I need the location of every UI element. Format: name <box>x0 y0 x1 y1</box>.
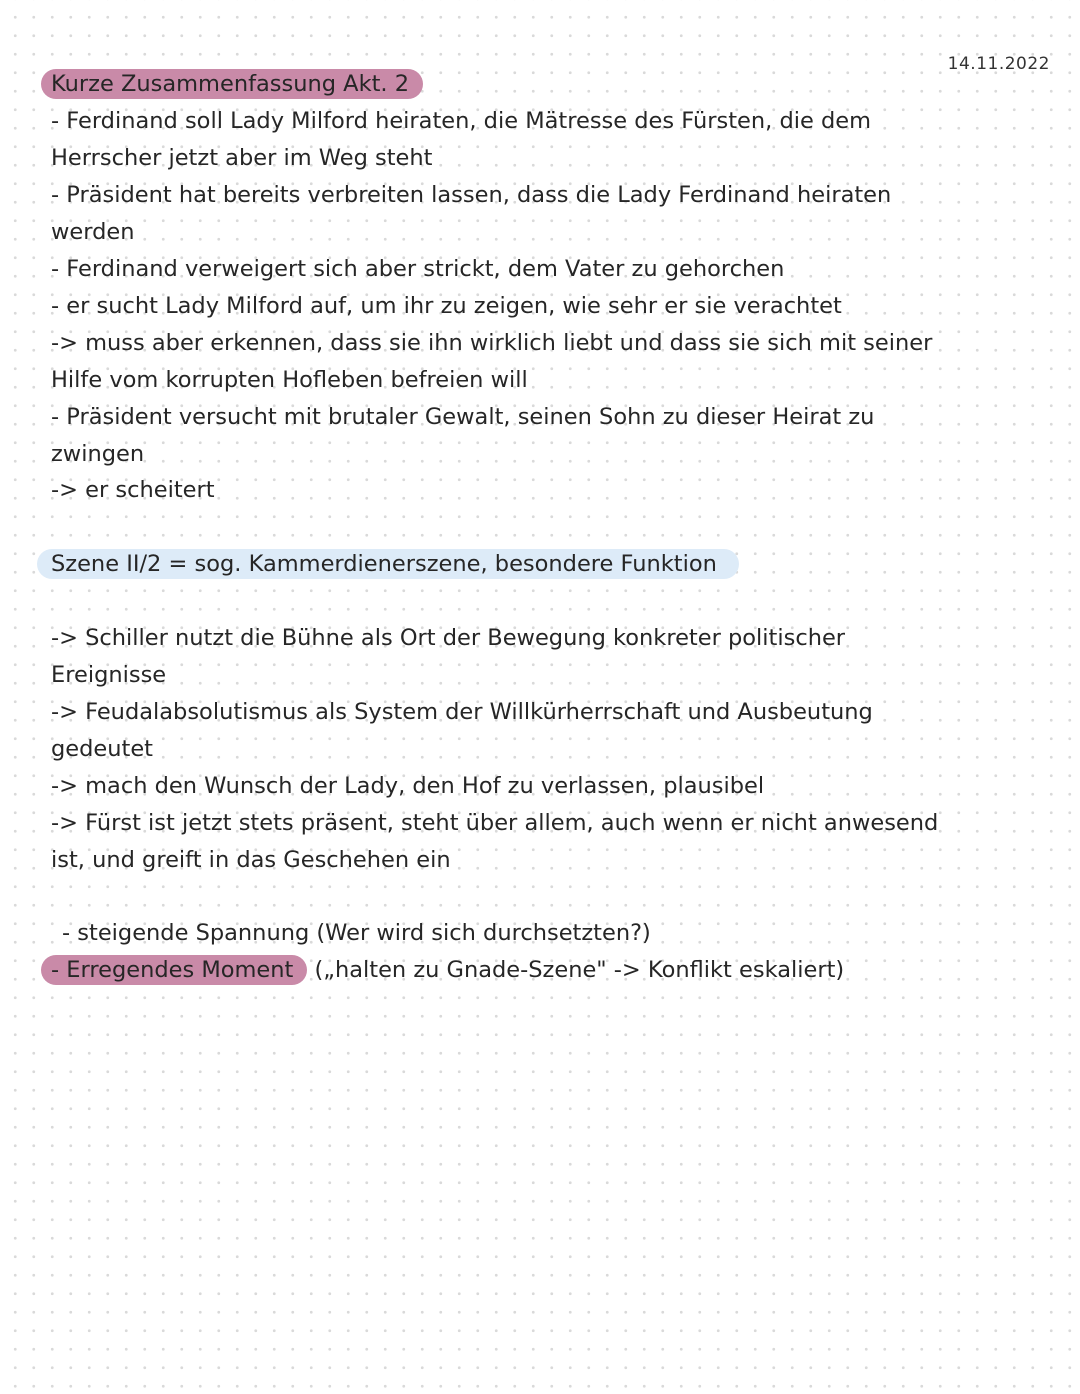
summary-line: -> er scheitert <box>51 477 215 503</box>
scene-line: -> Feudalabsolutismus als System der Willkürherrschaft und Ausbeutung <box>51 699 873 725</box>
summary-line: werden <box>51 219 135 245</box>
scene-line: -> Fürst ist jetzt stets präsent, steht über allem, auch wenn er nicht anwesend <box>51 810 939 836</box>
summary-line: - Präsident versucht mit brutaler Gewalt, seinen Sohn zu dieser Heirat zu <box>51 404 875 430</box>
summary-line: -> muss aber erkennen, dass sie ihn wirklich liebt und dass sie sich mit seiner <box>51 330 933 356</box>
scene-line: ist, und greift in das Geschehen ein <box>51 847 451 873</box>
summary-line: - Präsident hat bereits verbreiten lassen, dass die Lady Ferdinand heiraten <box>51 182 892 208</box>
summary-line: - er sucht Lady Milford auf, um ihr zu zeigen, wie sehr er sie verachtet <box>51 293 842 319</box>
moment-rest: („halten zu Gnade-Szene" -> Konflikt eskaliert) <box>307 957 845 983</box>
scene-line: -> Schiller nutzt die Bühne als Ort der Bewegung konkreter politischer <box>51 625 846 651</box>
summary-heading: Kurze Zusammenfassung Akt. 2 <box>41 69 423 99</box>
scene-heading: Szene II/2 = sog. Kammerdienerszene, besondere Funktion <box>37 549 739 579</box>
moment-line <box>51 955 844 985</box>
summary-line: - Ferdinand verweigert sich aber strickt, dem Vater zu gehorchen <box>51 256 785 282</box>
summary-heading-line <box>51 69 423 99</box>
date-label: 14.11.2022 <box>947 54 1050 74</box>
scene-line: gedeutet <box>51 736 153 762</box>
scene-line: -> mach den Wunsch der Lady, den Hof zu verlassen, plausibel <box>51 773 765 799</box>
scene-heading-line <box>51 549 739 579</box>
scene-line: Ereignisse <box>51 662 167 688</box>
summary-line: Herrscher jetzt aber im Weg steht <box>51 145 433 171</box>
tension-line: - steigende Spannung (Wer wird sich durchsetzten?) <box>62 920 651 946</box>
summary-line: Hilfe vom korrupten Hofleben befreien will <box>51 367 528 393</box>
summary-line: - Ferdinand soll Lady Milford heiraten, die Mätresse des Fürsten, die dem <box>51 108 872 134</box>
moment-highlight: - Erregendes Moment <box>41 955 307 985</box>
summary-line: zwingen <box>51 441 145 467</box>
